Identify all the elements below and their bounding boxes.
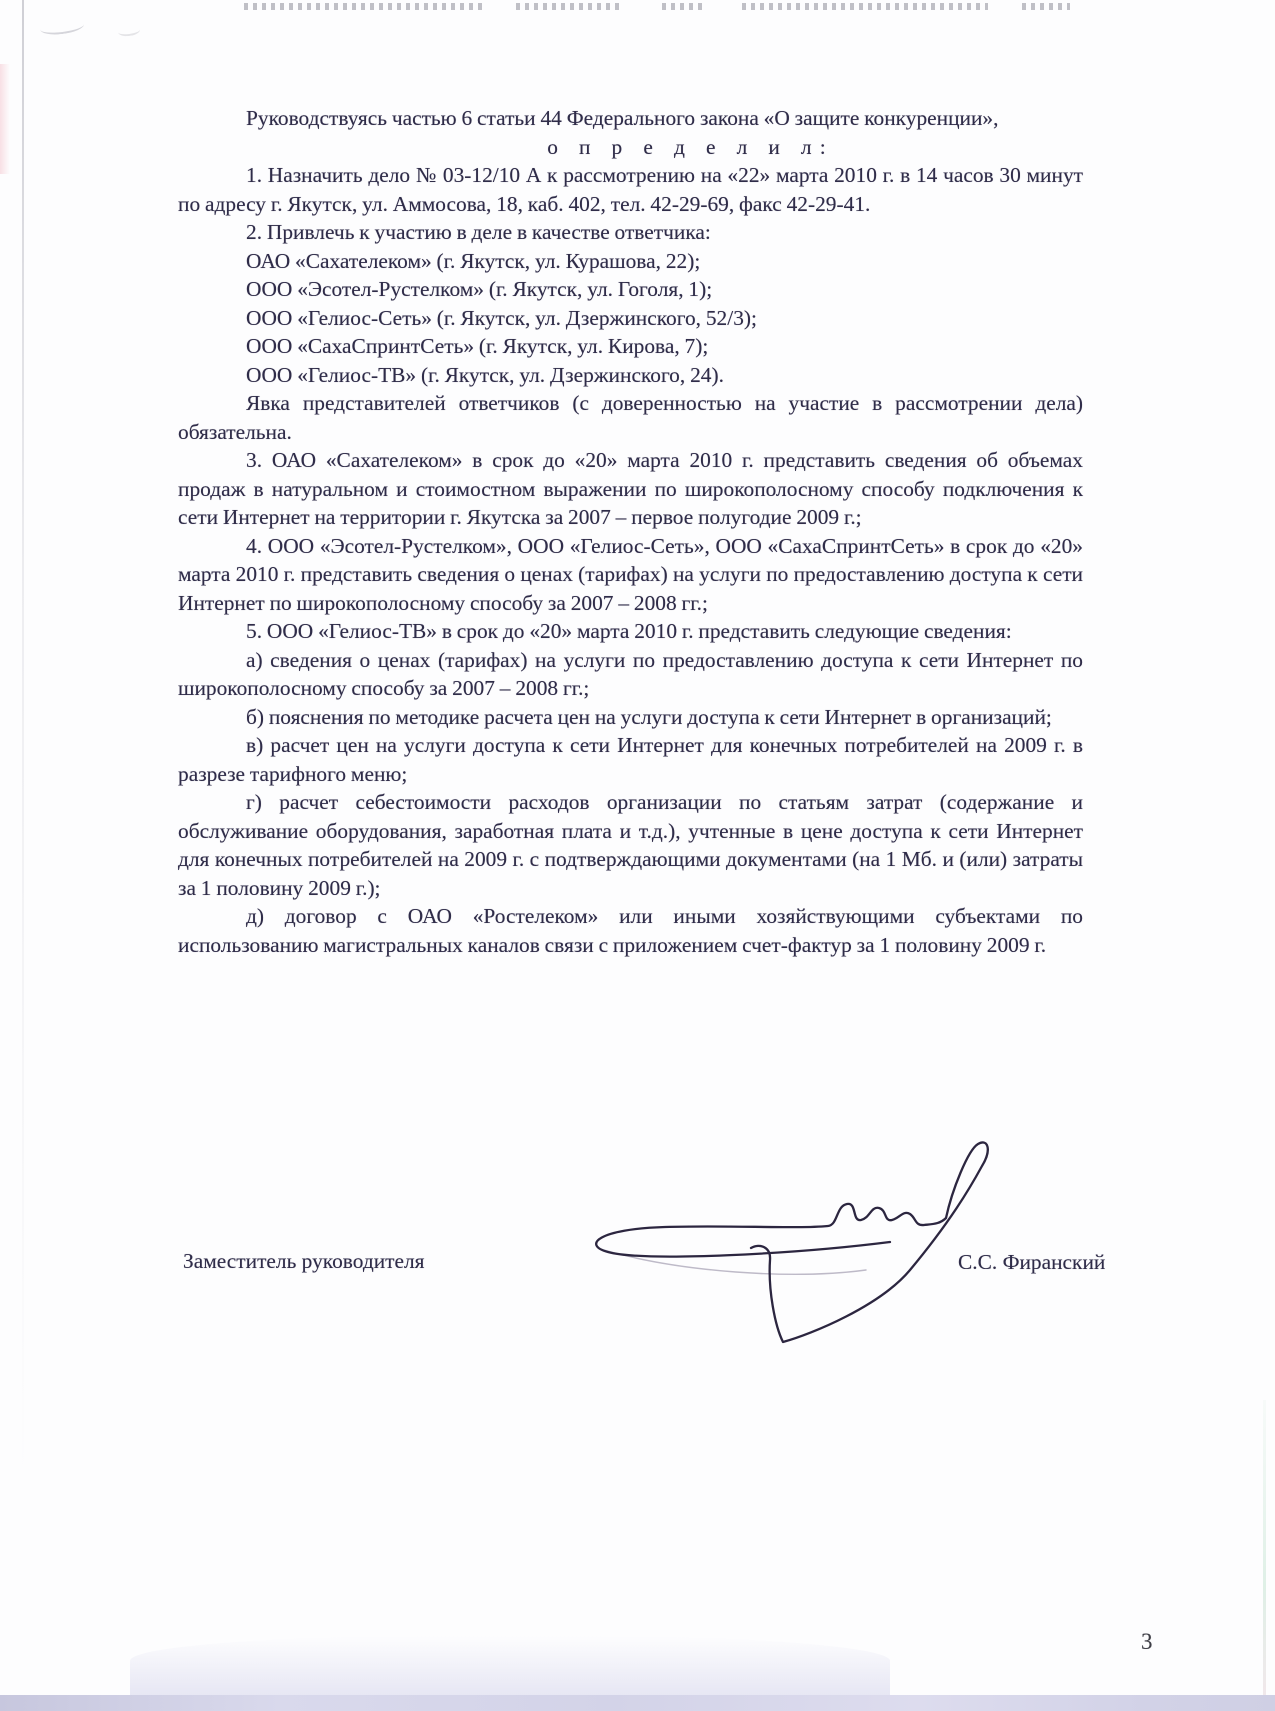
cutoff-text-fragments — [0, 0, 1275, 14]
cutoff-fragment — [1022, 3, 1070, 10]
resolution-heading: о п р е д е л и л: — [547, 134, 834, 159]
pencil-mark — [39, 17, 84, 36]
document-paragraph: б) пояснения по методике расчета цен на услуги доступа к сети Интернет в организаций; — [246, 704, 1052, 729]
scan-bottom-haze — [130, 1636, 890, 1698]
document-paragraph: ООО «Эсотел-Рустелком» (г. Якутск, ул. Гоголя, 1); — [246, 277, 713, 301]
document-paragraph: ООО «Гелиос-Сеть» (г. Якутск, ул. Дзержинского, 52/3); — [246, 305, 757, 330]
intro-paragraph: Руководствуясь частью 6 статьи 44 Федерального закона «О защите конкуренции», — [246, 106, 999, 130]
document-paragraph: 1. Назначить дело № 03-12/10 А к рассмотрению на «22» марта 2010 г. в 14 часов 30 минут по адресу г. Якутск, ул. Аммосова, 18, каб. 402, тел. 42-29-69, факс 42-29-41. — [178, 163, 1083, 216]
document-paragraph: ОАО «Сахателеком» (г. Якутск, ул. Курашова, 22); — [246, 248, 701, 273]
document-paragraph: в) расчет цен на услуги доступа к сети Интернет для конечных потребителей на 2009 г. в разрезе тарифного меню; — [178, 733, 1083, 786]
document-paragraph: д) договор с ОАО «Ростелеком» или иными хозяйствующими субъектами по использованию магистральных каналов связи с приложением счет-фактур за 1 половину 2009 г. — [178, 904, 1083, 957]
signer-position-title: Заместитель руководителя — [183, 1249, 425, 1273]
document-body — [178, 104, 1083, 959]
document-paragraph: 5. ООО «Гелиос-ТВ» в срок до «20» марта 2010 г. представить следующие сведения: — [246, 619, 1012, 643]
pencil-mark — [117, 25, 140, 38]
document-paragraph: г) расчет себестоимости расходов организации по статьям затрат (содержание и обслуживание оборудования, заработная плата и т.д.), учтенные в цене доступа к сети Интернет для конечных потребителей на 2009 г. с подтверждающими документами (на 1 Мб. и (или) затраты за 1 половину 2009 г.); — [178, 790, 1083, 900]
cutoff-fragment — [662, 3, 706, 10]
signer-name: С.С. Фиранский — [958, 1250, 1106, 1274]
document-paragraph: ООО «СахаСпринтСеть» (г. Якутск, ул. Кирова, 7); — [246, 334, 709, 358]
cutoff-fragment — [244, 3, 482, 10]
paragraph-list — [178, 161, 1083, 959]
document-paragraph: 4. ООО «Эсотел-Рустелком», ООО «Гелиос-Сеть», ООО «СахаСпринтСеть» в срок до «20» марта 2010 г. представить сведения о ценах (тарифах) на услуги по предоставлению доступа к сети Интернет по широкополосному способу за 2007 – 2008 гг.; — [178, 533, 1083, 615]
document-paragraph: ООО «Гелиос-ТВ» (г. Якутск, ул. Дзержинского, 24). — [246, 362, 724, 387]
document-paragraph: а) сведения о ценах (тарифах) на услуги по предоставлению доступа к сети Интернет по широкополосному способу за 2007 – 2008 гг.; — [178, 647, 1083, 700]
page-number: 3 — [1141, 1629, 1153, 1654]
handwritten-signature — [570, 1130, 1000, 1360]
cutoff-fragment — [516, 3, 624, 10]
document-paragraph: Явка представителей ответчиков (с доверенностью на участие в рассмотрении дела) обязательна. — [178, 391, 1083, 444]
scan-bottom-band — [0, 1695, 1275, 1711]
scan-edge-line-left — [22, 0, 24, 1480]
cutoff-fragment — [742, 3, 988, 10]
scan-edge-tint-left — [0, 64, 10, 174]
scan-edge-line-right — [1263, 1400, 1266, 1711]
document-paragraph: 3. ОАО «Сахателеком» в срок до «20» марта 2010 г. представить сведения об объемах продаж в натуральном и стоимостном выражении по широкополосному способу подключения к сети Интернет на территории г. Якутска за 2007 – первое полугодие 2009 г.; — [178, 448, 1083, 529]
document-paragraph: 2. Привлечь к участию в деле в качестве ответчика: — [246, 220, 711, 244]
